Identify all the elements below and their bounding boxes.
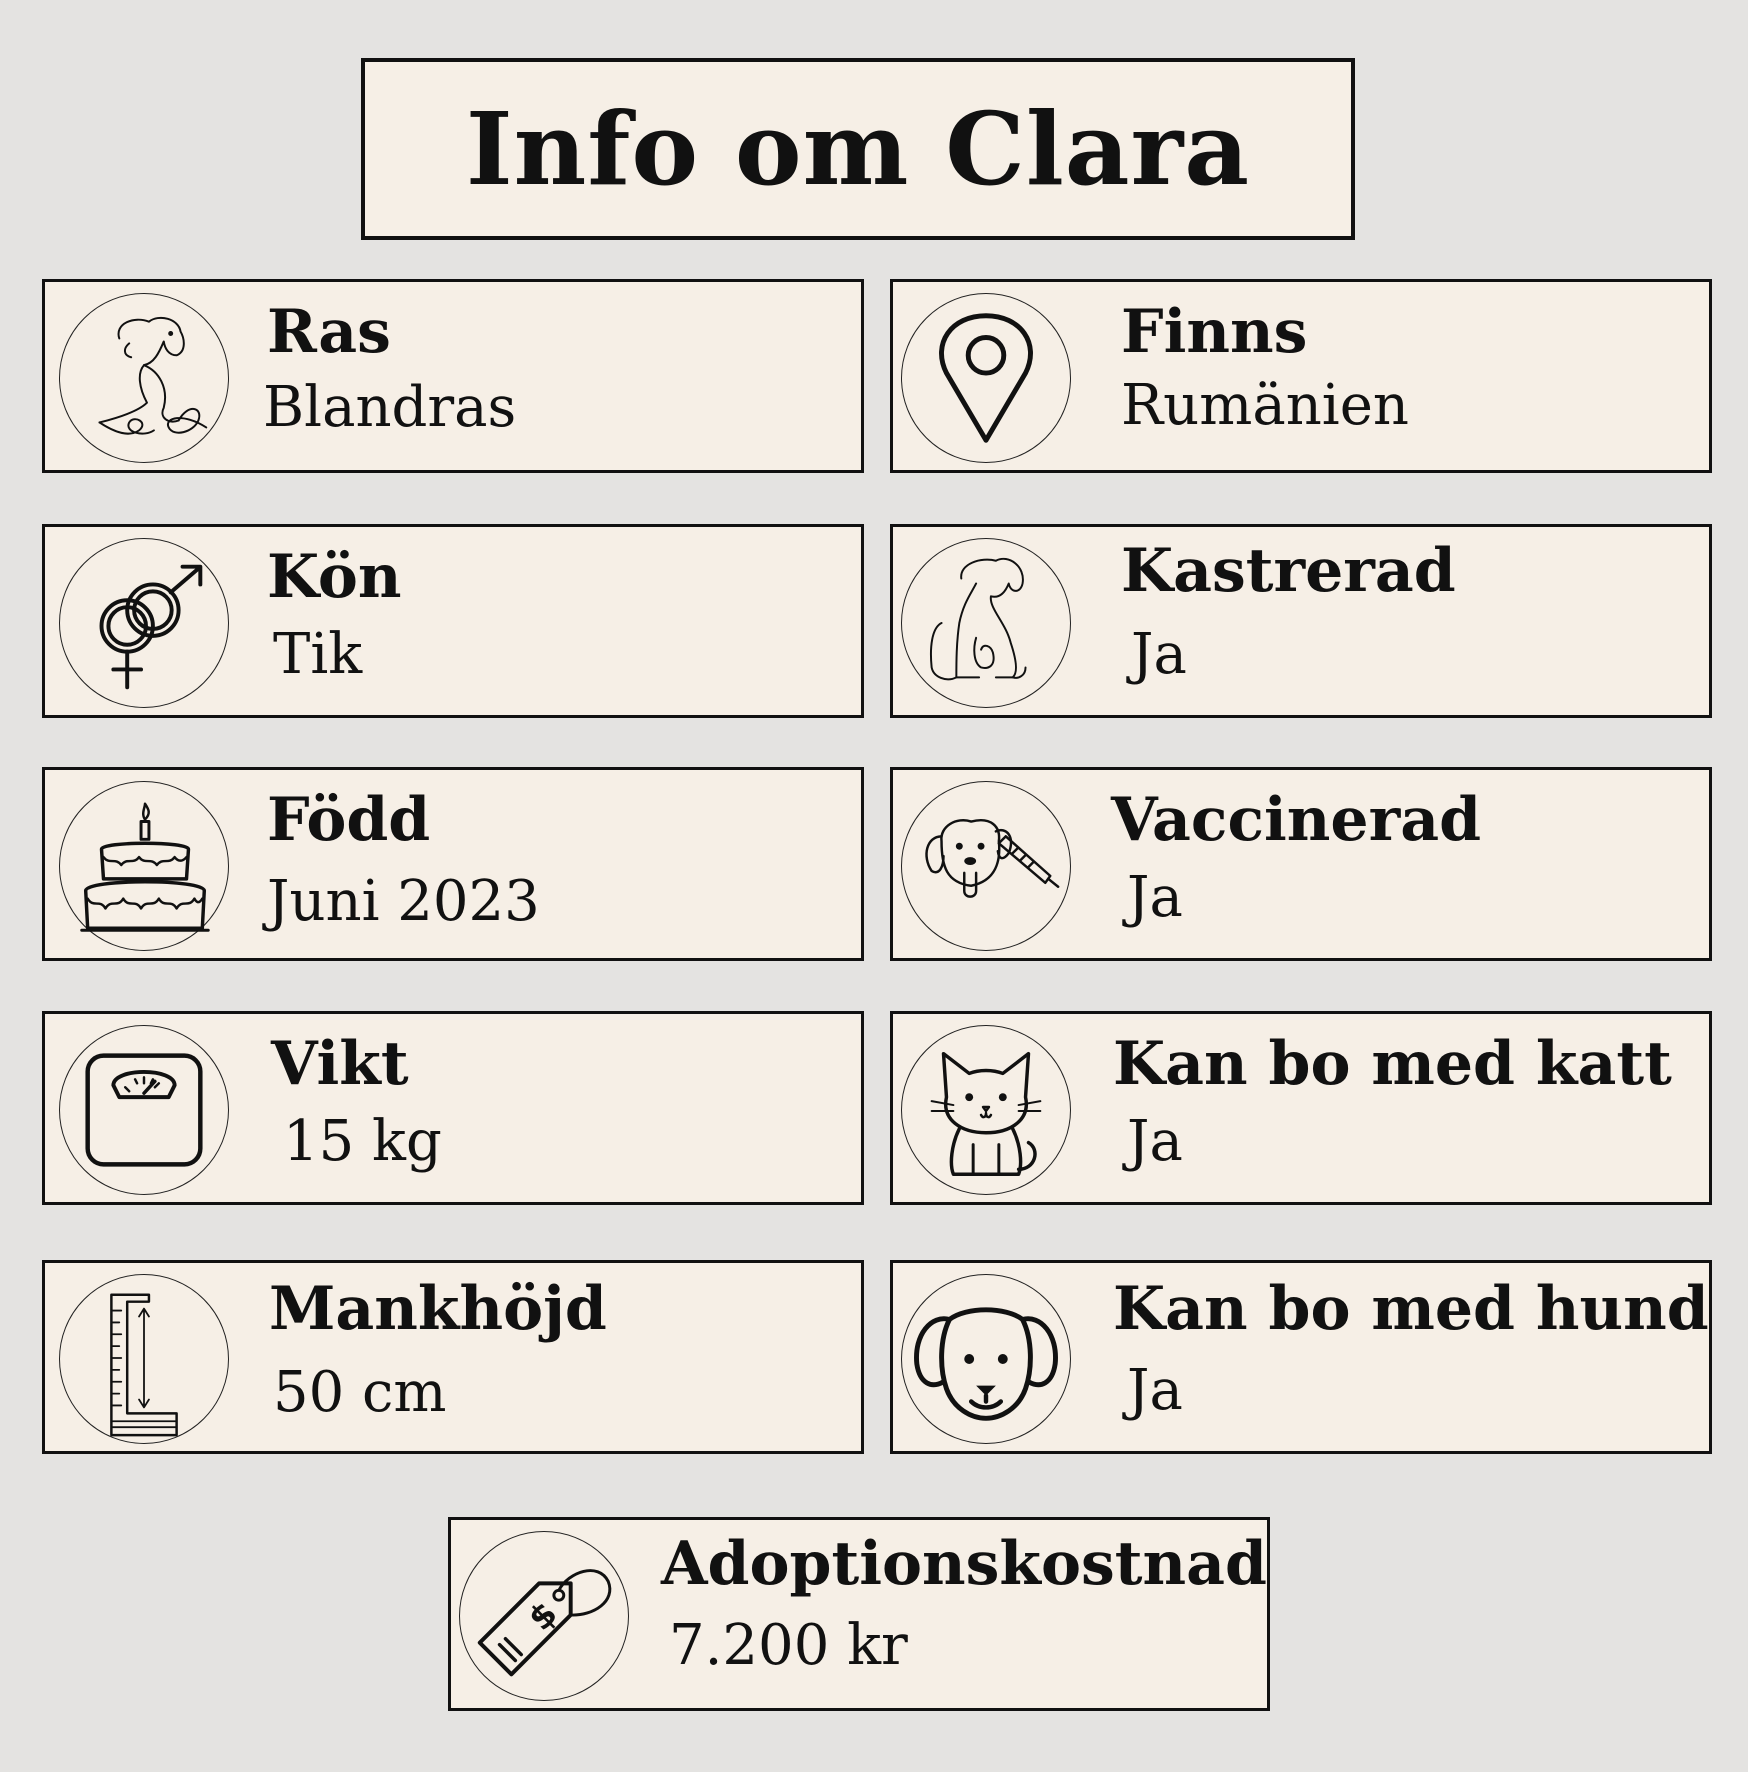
card-vikt-value: 15 kg	[283, 1109, 442, 1174]
dog-syringe-icon	[901, 781, 1071, 951]
card-fodd	[42, 767, 864, 961]
card-vaccinerad-label: Vaccinerad	[1111, 785, 1482, 855]
card-vikt-label: Vikt	[271, 1029, 409, 1099]
card-ras-label: Ras	[267, 297, 391, 367]
dog-face-icon	[901, 1274, 1071, 1444]
card-mankhojd-label: Mankhöjd	[269, 1274, 607, 1344]
dog-line-art-icon	[59, 293, 229, 463]
card-katt	[890, 1011, 1712, 1205]
card-vaccinerad	[890, 767, 1712, 961]
page-title: Info om Clara	[465, 90, 1251, 208]
weighing-scale-icon	[59, 1025, 229, 1195]
cat-icon	[901, 1025, 1071, 1195]
card-fodd-value: Juni 2023	[267, 869, 540, 934]
card-ras	[42, 279, 864, 473]
card-finns-value: Rumänien	[1121, 373, 1409, 438]
card-fodd-label: Född	[267, 785, 431, 855]
card-kon-value: Tik	[273, 622, 363, 687]
card-kastrerad-label: Kastrerad	[1121, 536, 1456, 606]
card-kostnad-label: Adoptionskostnad	[661, 1529, 1267, 1599]
card-kastrerad	[890, 524, 1712, 718]
gender-symbols-icon	[59, 538, 229, 708]
card-vikt	[42, 1011, 864, 1205]
card-vaccinerad-value: Ja	[1127, 865, 1183, 930]
card-mankhojd-value: 50 cm	[273, 1360, 447, 1425]
card-kostnad	[448, 1517, 1270, 1711]
card-kostnad-value: 7.200 kr	[669, 1613, 908, 1678]
card-finns-label: Finns	[1121, 297, 1308, 367]
height-ruler-icon	[59, 1274, 229, 1444]
card-hund-label: Kan bo med hund	[1113, 1274, 1709, 1344]
birthday-cake-icon	[59, 781, 229, 951]
price-tag-icon	[459, 1531, 629, 1701]
card-mankhojd	[42, 1260, 864, 1454]
svg-text:$: $	[520, 1594, 565, 1639]
sitting-dog-icon	[901, 538, 1071, 708]
title-box	[361, 58, 1355, 240]
card-hund	[890, 1260, 1712, 1454]
card-hund-value: Ja	[1127, 1358, 1183, 1423]
location-pin-icon	[901, 293, 1071, 463]
card-kon	[42, 524, 864, 718]
card-katt-value: Ja	[1127, 1109, 1183, 1174]
card-finns	[890, 279, 1712, 473]
card-ras-value: Blandras	[263, 375, 517, 440]
card-kon-label: Kön	[267, 542, 402, 612]
card-kastrerad-value: Ja	[1131, 622, 1187, 687]
card-katt-label: Kan bo med katt	[1113, 1029, 1672, 1099]
